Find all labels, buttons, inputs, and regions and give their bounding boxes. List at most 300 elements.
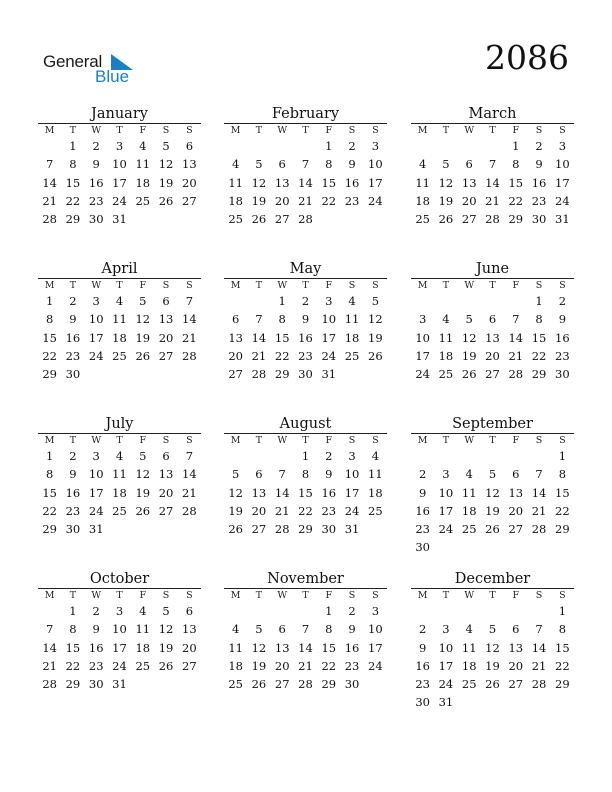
day-cell: 22: [42, 348, 57, 363]
day-cell: 12: [461, 330, 477, 345]
empty-cell: [38, 137, 61, 155]
weekday-label: W: [277, 125, 288, 136]
day-cell: 18: [112, 330, 127, 345]
day-cell: 30: [415, 540, 430, 555]
empty-cell: [434, 602, 457, 620]
day-cell: 1: [45, 294, 54, 308]
weekday-label: T: [116, 125, 123, 136]
day-cell: 1: [69, 139, 77, 153]
weekday-label: T: [69, 435, 77, 446]
day-cell: 21: [182, 330, 197, 345]
day-cell: 24: [344, 503, 360, 518]
day-cell: 4: [115, 294, 124, 308]
day-cell: 27: [461, 212, 477, 227]
day-cell: 9: [558, 312, 567, 327]
day-cell: 19: [228, 503, 243, 518]
day-cell: 6: [465, 157, 473, 172]
month-january: [38, 106, 201, 228]
weekday-label: M: [417, 125, 428, 136]
day-cell: 28: [298, 212, 313, 227]
day-cell: 26: [438, 212, 454, 227]
day-cell: 26: [135, 348, 151, 363]
day-cell: 21: [531, 503, 547, 518]
weekday-label: T: [255, 435, 263, 446]
day-cell: 19: [461, 348, 477, 363]
weekday-header: [38, 434, 201, 447]
day-cell: 15: [65, 175, 81, 190]
day-cell: 7: [185, 449, 194, 463]
day-cell: 11: [438, 330, 454, 345]
day-cell: 9: [325, 467, 333, 482]
empty-cell: [481, 137, 504, 155]
day-cell: 14: [508, 330, 524, 345]
day-cell: 5: [442, 157, 450, 172]
day-cell: 13: [158, 312, 174, 327]
weekday-label: S: [559, 280, 566, 291]
day-cell: 12: [251, 175, 267, 190]
day-cell: 28: [251, 367, 267, 382]
day-cell: 2: [301, 294, 310, 308]
day-cell: 8: [535, 312, 543, 327]
day-cell: 12: [158, 622, 174, 637]
day-cell: 5: [371, 294, 380, 308]
empty-cell: [458, 292, 481, 310]
day-cell: 24: [368, 658, 383, 673]
day-cell: 9: [92, 622, 100, 637]
day-cell: 10: [88, 467, 104, 482]
day-cell: 29: [65, 677, 81, 692]
month-april: [38, 261, 201, 383]
day-cell: 20: [228, 348, 243, 363]
day-cell: 7: [301, 622, 310, 637]
weekday-label: W: [91, 590, 102, 601]
day-cell: 3: [115, 139, 124, 153]
weekday-label: M: [417, 590, 428, 601]
weekday-label: S: [162, 590, 170, 601]
day-cell: 8: [512, 157, 520, 172]
day-cell: 31: [321, 367, 337, 382]
day-cell: 9: [535, 157, 543, 172]
day-cell: 16: [531, 175, 547, 190]
weekday-label: M: [230, 280, 241, 291]
day-cell: 19: [158, 175, 174, 190]
day-cell: 13: [228, 330, 243, 345]
day-cell: 14: [251, 330, 267, 345]
day-cell: 8: [278, 312, 286, 327]
day-cell: 25: [438, 367, 454, 382]
day-cell: 11: [344, 312, 360, 327]
day-cell: 20: [158, 330, 174, 345]
month-september: [411, 416, 574, 557]
day-cell: 2: [418, 622, 427, 637]
day-cell: 2: [348, 604, 356, 618]
month-june: [411, 261, 574, 383]
day-cell: 1: [558, 604, 567, 618]
weekday-label: S: [535, 435, 543, 446]
day-cell: 19: [368, 330, 383, 345]
weekday-label: S: [186, 435, 193, 446]
day-cell: 22: [42, 503, 57, 518]
weekday-label: S: [348, 280, 356, 291]
day-cell: 1: [325, 604, 333, 618]
month-name: January: [91, 106, 148, 122]
day-cell: 17: [344, 485, 360, 500]
empty-cell: [458, 602, 481, 620]
weekday-label: F: [325, 280, 333, 291]
weekday-label: S: [162, 435, 170, 446]
day-cell: 16: [344, 640, 360, 655]
day-cell: 20: [251, 503, 267, 518]
day-cell: 3: [442, 467, 450, 482]
day-cell: 24: [88, 503, 104, 518]
day-cell: 19: [251, 193, 267, 208]
weekday-header: [224, 124, 387, 137]
day-cell: 27: [158, 503, 174, 518]
empty-cell: [434, 137, 457, 155]
day-cell: 8: [69, 622, 77, 637]
day-cell: 3: [92, 449, 100, 463]
day-cell: 25: [228, 677, 243, 692]
day-cell: 15: [274, 330, 290, 345]
day-cell: 21: [251, 348, 267, 363]
day-cell: 13: [182, 622, 197, 637]
day-cell: 18: [415, 193, 430, 208]
day-cell: 8: [325, 622, 333, 637]
day-cell: 10: [438, 640, 454, 655]
day-cell: 10: [88, 312, 104, 327]
day-cell: 24: [415, 367, 430, 382]
weekday-header: [38, 279, 201, 292]
day-cell: 2: [558, 294, 567, 308]
weekday-label: T: [302, 435, 309, 446]
day-cell: 5: [139, 294, 147, 308]
empty-cell: [294, 602, 317, 620]
day-cell: 29: [274, 367, 290, 382]
empty-cell: [504, 292, 527, 310]
weekday-label: T: [69, 590, 77, 601]
day-cell: 4: [465, 622, 473, 637]
day-cell: 5: [255, 622, 263, 637]
weekday-label: S: [535, 280, 543, 291]
day-cell: 25: [415, 212, 430, 227]
empty-cell: [247, 137, 270, 155]
day-cell: 21: [508, 348, 524, 363]
day-cell: 25: [112, 348, 127, 363]
day-cell: 28: [42, 212, 57, 227]
day-cell: 28: [182, 503, 197, 518]
weekday-label: S: [559, 435, 566, 446]
day-cell: 9: [69, 467, 77, 482]
day-cell: 19: [135, 330, 151, 345]
day-cell: 16: [415, 503, 430, 518]
weekday-label: T: [442, 125, 450, 136]
day-cell: 29: [531, 367, 547, 382]
day-cell: 5: [488, 467, 497, 482]
weekday-header: [224, 434, 387, 447]
day-cell: 11: [135, 622, 151, 637]
day-cell: 14: [298, 640, 313, 655]
day-cell: 28: [298, 677, 313, 692]
day-cell: 26: [251, 212, 267, 227]
weekday-label: S: [162, 125, 170, 136]
day-cell: 26: [158, 658, 174, 673]
weekday-label: S: [372, 280, 379, 291]
day-cell: 5: [488, 622, 497, 637]
day-cell: 26: [158, 193, 174, 208]
day-cell: 11: [112, 312, 127, 327]
weekday-label: S: [162, 280, 170, 291]
month-may: [224, 261, 387, 383]
month-august: [224, 416, 387, 538]
day-cell: 24: [88, 348, 104, 363]
weekday-label: M: [44, 280, 55, 291]
weekday-label: W: [277, 280, 288, 291]
day-cell: 17: [368, 175, 383, 190]
day-cell: 25: [461, 522, 477, 537]
empty-cell: [411, 137, 434, 155]
day-cell: 25: [344, 348, 360, 363]
weekday-label: W: [464, 280, 475, 291]
weekday-label: T: [116, 280, 123, 291]
day-cell: 17: [438, 658, 454, 673]
day-cell: 27: [228, 367, 243, 382]
month-name: October: [89, 571, 150, 587]
day-cell: 24: [368, 193, 383, 208]
day-cell: 15: [531, 330, 547, 345]
weekday-label: F: [139, 280, 147, 291]
weekday-label: F: [139, 125, 147, 136]
weekday-label: T: [69, 280, 77, 291]
day-cell: 30: [88, 677, 104, 692]
day-cell: 7: [488, 157, 497, 172]
weekday-label: F: [512, 280, 520, 291]
day-cell: 3: [558, 139, 567, 153]
month-march: [411, 106, 574, 228]
weekday-header: [224, 589, 387, 602]
day-cell: 9: [69, 312, 77, 327]
day-cell: 22: [555, 503, 570, 518]
weekday-label: T: [116, 435, 123, 446]
day-cell: 10: [438, 485, 454, 500]
day-cell: 26: [135, 503, 151, 518]
day-cell: 5: [139, 449, 147, 463]
day-cell: 8: [558, 622, 567, 637]
day-cell: 17: [88, 485, 104, 500]
weekday-label: F: [325, 590, 333, 601]
weekday-label: S: [186, 590, 193, 601]
day-grid: [411, 137, 574, 228]
empty-cell: [247, 292, 270, 310]
month-name: May: [289, 261, 322, 277]
day-cell: 26: [485, 677, 500, 692]
day-cell: 13: [508, 485, 524, 500]
day-cell: 12: [158, 157, 174, 172]
day-cell: 16: [415, 658, 430, 673]
day-cell: 20: [274, 193, 290, 208]
day-cell: 28: [508, 367, 524, 382]
day-cell: 5: [231, 467, 240, 482]
day-cell: 14: [274, 485, 290, 500]
weekday-label: T: [442, 280, 450, 291]
day-cell: 19: [135, 485, 151, 500]
day-cell: 18: [135, 175, 151, 190]
empty-cell: [458, 447, 481, 465]
day-cell: 9: [92, 157, 100, 172]
weekday-label: W: [464, 435, 475, 446]
day-cell: 30: [298, 367, 313, 382]
day-cell: 13: [274, 175, 290, 190]
empty-cell: [527, 447, 550, 465]
day-cell: 22: [531, 348, 547, 363]
empty-cell: [434, 292, 457, 310]
day-cell: 6: [255, 467, 263, 482]
weekday-label: F: [512, 125, 520, 136]
day-cell: 2: [325, 449, 333, 463]
day-grid: [224, 137, 387, 228]
day-cell: 24: [112, 193, 127, 208]
day-cell: 21: [298, 658, 313, 673]
weekday-label: M: [230, 590, 241, 601]
month-october: [38, 571, 201, 693]
month-name: August: [279, 416, 332, 432]
day-cell: 12: [135, 467, 151, 482]
day-cell: 20: [508, 658, 524, 673]
day-cell: 2: [535, 139, 543, 153]
day-cell: 10: [112, 157, 127, 172]
day-cell: 2: [92, 604, 100, 618]
day-cell: 26: [228, 522, 243, 537]
day-cell: 20: [158, 485, 174, 500]
weekday-label: F: [512, 435, 520, 446]
weekday-label: T: [442, 590, 450, 601]
weekday-label: S: [348, 590, 356, 601]
weekday-label: T: [489, 125, 496, 136]
weekday-header: [411, 589, 574, 602]
weekday-label: F: [139, 435, 147, 446]
day-cell: 14: [42, 640, 57, 655]
day-cell: 7: [535, 622, 543, 637]
day-cell: 31: [88, 522, 104, 537]
day-cell: 26: [251, 677, 267, 692]
empty-cell: [411, 292, 434, 310]
day-cell: 23: [321, 503, 337, 518]
day-cell: 23: [88, 193, 104, 208]
day-grid: [411, 292, 574, 383]
day-cell: 22: [274, 348, 290, 363]
day-cell: 3: [115, 604, 124, 618]
day-cell: 6: [278, 157, 286, 172]
day-cell: 28: [182, 348, 197, 363]
weekday-label: T: [255, 280, 263, 291]
day-cell: 29: [42, 522, 57, 537]
day-cell: 30: [65, 522, 81, 537]
empty-cell: [294, 137, 317, 155]
day-cell: 13: [158, 467, 174, 482]
day-cell: 24: [112, 658, 127, 673]
day-cell: 8: [45, 312, 54, 327]
weekday-label: M: [44, 435, 55, 446]
day-cell: 16: [88, 175, 104, 190]
day-cell: 9: [348, 157, 356, 172]
weekday-header: [411, 279, 574, 292]
day-cell: 28: [531, 677, 547, 692]
empty-cell: [224, 602, 247, 620]
day-cell: 2: [92, 139, 100, 153]
day-cell: 26: [461, 367, 477, 382]
weekday-header: [411, 124, 574, 137]
day-cell: 6: [512, 467, 520, 482]
day-cell: 13: [182, 157, 197, 172]
day-cell: 30: [531, 212, 547, 227]
day-cell: 4: [139, 139, 147, 153]
weekday-label: S: [559, 590, 566, 601]
day-cell: 1: [325, 139, 333, 153]
day-cell: 5: [255, 157, 263, 172]
day-cell: 15: [42, 485, 57, 500]
day-cell: 20: [461, 193, 477, 208]
weekday-label: T: [302, 280, 309, 291]
day-cell: 15: [65, 640, 81, 655]
day-cell: 29: [321, 677, 337, 692]
day-cell: 23: [88, 658, 104, 673]
day-cell: 27: [274, 212, 290, 227]
day-cell: 18: [344, 330, 360, 345]
empty-cell: [247, 447, 270, 465]
day-cell: 28: [42, 677, 57, 692]
day-cell: 15: [298, 485, 313, 500]
day-cell: 27: [485, 367, 500, 382]
day-cell: 21: [42, 658, 57, 673]
day-cell: 27: [508, 522, 524, 537]
empty-cell: [481, 447, 504, 465]
day-cell: 8: [301, 467, 310, 482]
day-cell: 15: [321, 640, 337, 655]
weekday-label: W: [91, 435, 102, 446]
day-cell: 2: [348, 139, 356, 153]
day-cell: 17: [555, 175, 570, 190]
weekday-label: W: [464, 125, 475, 136]
day-cell: 7: [45, 622, 54, 637]
day-cell: 12: [135, 312, 151, 327]
empty-cell: [434, 447, 457, 465]
day-cell: 24: [438, 677, 454, 692]
weekday-label: M: [230, 435, 241, 446]
day-cell: 7: [185, 294, 194, 308]
weekday-label: W: [91, 280, 102, 291]
day-cell: 4: [231, 157, 240, 172]
day-cell: 3: [92, 294, 100, 308]
day-cell: 31: [344, 522, 360, 537]
day-cell: 14: [531, 485, 547, 500]
day-cell: 23: [415, 677, 430, 692]
empty-cell: [271, 602, 294, 620]
day-cell: 11: [461, 640, 477, 655]
day-cell: 16: [321, 485, 337, 500]
day-cell: 21: [298, 193, 313, 208]
weekday-label: W: [464, 590, 475, 601]
weekday-label: T: [489, 280, 496, 291]
empty-cell: [247, 602, 270, 620]
month-july: [38, 416, 201, 538]
day-cell: 22: [321, 193, 337, 208]
weekday-label: M: [44, 125, 55, 136]
day-cell: 13: [251, 485, 267, 500]
weekday-label: T: [255, 125, 263, 136]
day-grid: [38, 292, 201, 383]
day-cell: 12: [368, 312, 383, 327]
empty-cell: [38, 602, 61, 620]
day-cell: 27: [251, 522, 267, 537]
